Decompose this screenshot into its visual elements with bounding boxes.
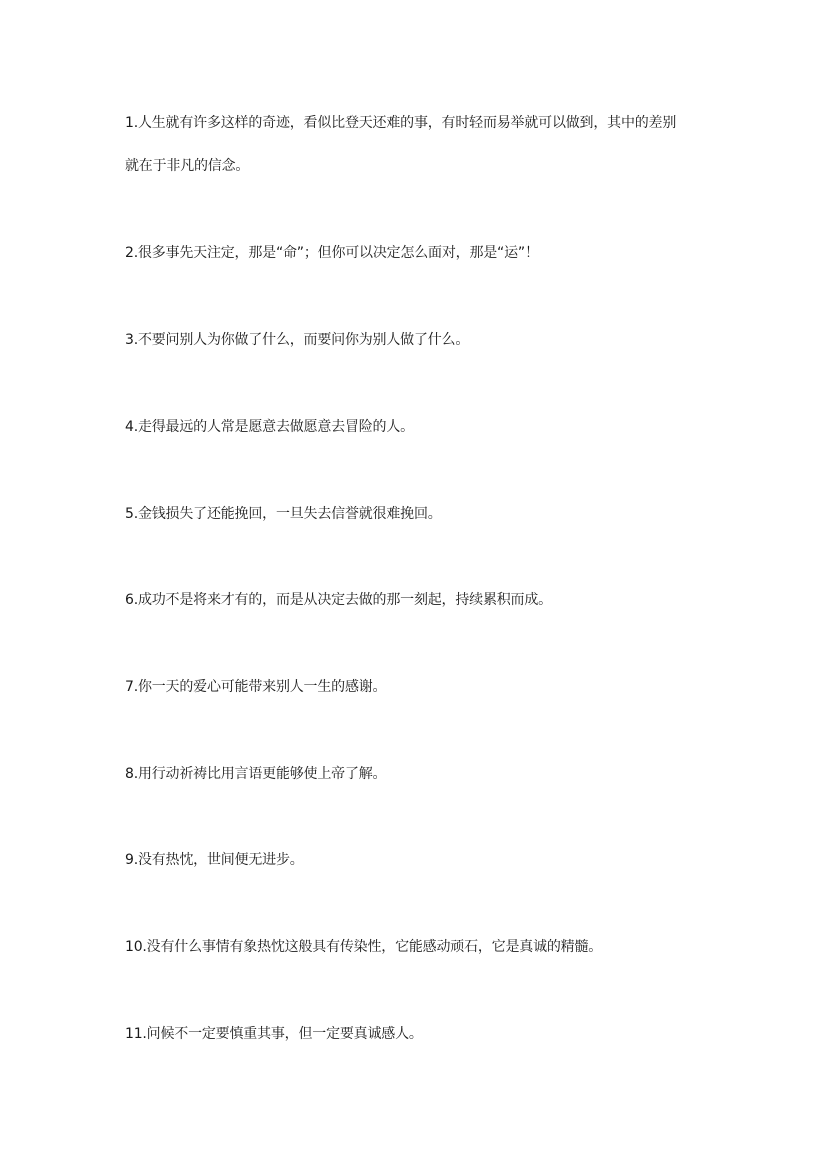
quote-2: 2.很多事先天注定，那是“命”；但你可以决定怎么面对，那是“运”！ — [125, 245, 539, 261]
quote-1-line-1: 1.人生就有许多这样的奇迹，看似比登天还难的事，有时轻而易举就可以做到，其中的差别 — [125, 115, 677, 131]
quote-11: 11.问候不一定要慎重其事，但一定要真诚感人。 — [125, 1026, 423, 1042]
quote-6: 6.成功不是将来才有的，而是从决定去做的那一刻起，持续累积而成。 — [125, 592, 552, 608]
quote-5: 5.金钱损失了还能挽回，一旦失去信誉就很难挽回。 — [125, 506, 442, 522]
quote-3: 3.不要问别人为你做了什么，而要问你为别人做了什么。 — [125, 332, 470, 348]
quote-10: 10.没有什么事情有象热忱这般具有传染性，它能感动顽石，它是真诚的精髓。 — [125, 939, 603, 955]
quote-8: 8.用行动祈祷比用言语更能够使上帝了解。 — [125, 766, 387, 782]
quote-7: 7.你一天的爱心可能带来别人一生的感谢。 — [125, 679, 387, 695]
quote-9: 9.没有热忱，世间便无进步。 — [125, 852, 304, 868]
quote-4: 4.走得最远的人常是愿意去做愿意去冒险的人。 — [125, 419, 414, 435]
quote-1-line-2: 就在于非凡的信念。 — [125, 158, 250, 174]
